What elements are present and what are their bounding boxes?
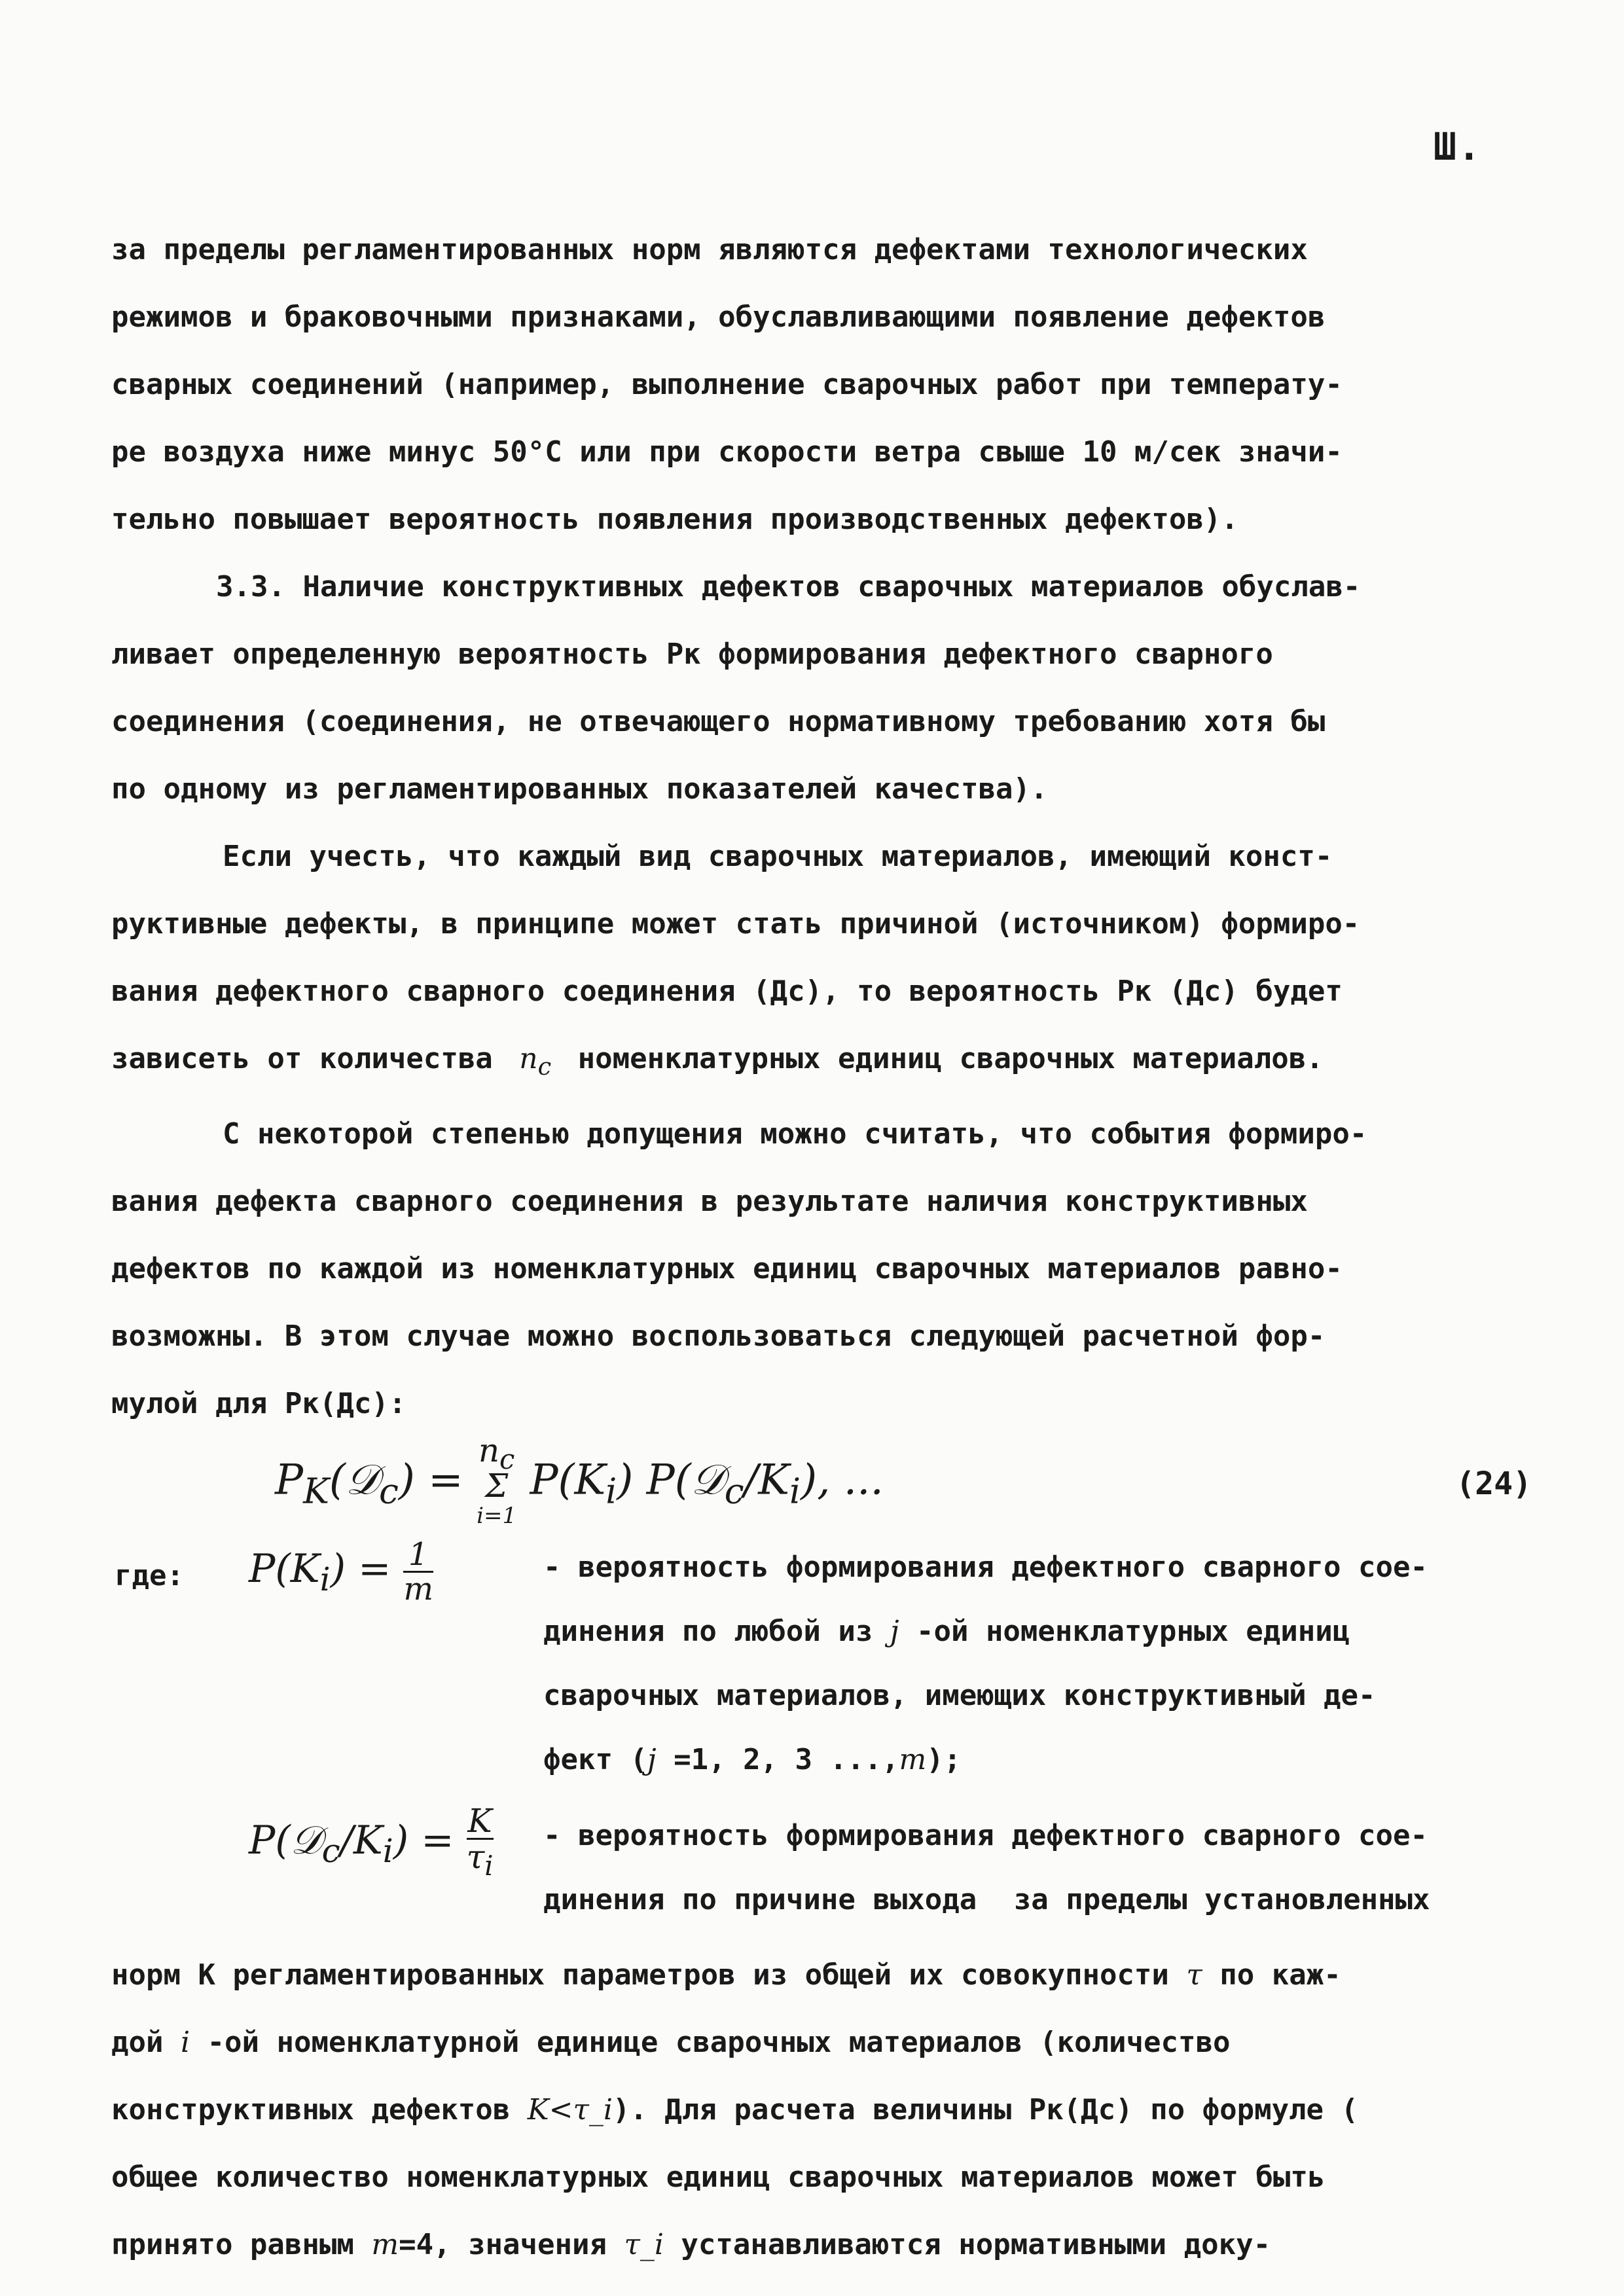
formula-number: (24) [1456,1465,1532,1502]
text-line: по одному из регламентированных показателей качества). [111,772,1048,806]
handwritten-symbol: τ_i [624,2227,664,2261]
formula-24 [111,1431,1532,1535]
handwritten-symbol: j [890,1614,899,1648]
text-line: ре воздуха ниже минус 50°С или при скорости ветра свыше 10 м/сек значи- [111,435,1343,469]
text-line [543,1600,1532,1664]
text-line [111,1025,1532,1100]
text-fragment: за пределы установленных [1013,1882,1430,1916]
handwritten-symbol: i [180,2025,190,2059]
section-heading-line: 3.3. Наличие конструктивных дефектов сварочных материалов обуслав- [216,570,1361,603]
handwritten-symbol: K<τ_i [527,2092,613,2126]
text-line: дефектов по каждой из номенклатурных единиц сварочных материалов равно- [111,1251,1343,1285]
text-line: тельно повышает вероятность появления производственных дефектов). [111,503,1238,536]
text-line: - вероятность формирования дефектного сварного сое- [543,1818,1428,1852]
text-line [111,2009,1532,2076]
handwritten-symbol: j [647,1742,657,1776]
definition-2 [543,1804,1532,1932]
definitions [111,1535,1532,1941]
paragraph-1 [111,216,1532,553]
text-line: соединения (соединения, не отвечающего нормативному требованию хотя бы [111,705,1326,738]
page-number: Ш. [1434,124,1482,169]
text-line: сварочных материалов, имеющих конструктивный де- [543,1678,1376,1712]
paragraph-3 [111,823,1532,1100]
text-fragment: принято равным [111,2227,354,2261]
handwritten-formula: $P_K(𝒟_c) = n_c$ Σ i=1 $P(K_i)$ $P(𝒟_c/K_i)$, ... [275,1431,884,1529]
paragraph-5 [111,1941,1532,2278]
text-line: ливает определенную вероятность Рк формирования дефектного сварного [111,637,1273,671]
text-fragment: норм К регламентированных параметров из общей их совокупности [111,1958,1169,1992]
text-fragment: дой [111,2025,164,2059]
where-label: где: [115,1558,184,1592]
body-text [111,216,1532,2278]
handwritten-formula-pki: $P(K_i)$ = 1 m [249,1535,433,1607]
handwritten-symbol: τ [1186,1958,1202,1992]
text-fragment: ). Для расчета величины Рк(Дс) по формуле ( [612,2092,1359,2126]
text-fragment: =1, 2, 3 ..., [674,1742,899,1776]
text-fragment: динения по причине выхода [543,1882,977,1916]
text-fragment: -ой номенклатурной единице сварочных материалов (количество [207,2025,1231,2059]
text-fragment: устанавливаются нормативными доку- [681,2227,1271,2261]
text-line: общее количество номенклатурных единиц сварочных материалов может быть [111,2160,1326,2194]
text-fragment: динения по любой из [543,1614,873,1648]
text-line: режимов и браковочными признаками, обуславливающими появление дефектов [111,300,1326,334]
text-fragment: конструктивных дефектов [111,2092,511,2126]
text-fragment: ); [926,1742,962,1776]
text-line: за пределы регламентированных норм являются дефектами технологических [111,233,1308,266]
paragraph-2 [111,553,1532,823]
text-line [111,2211,1532,2278]
handwritten-symbol: m [899,1742,927,1776]
text-line [543,1728,1532,1792]
handwritten-formula-pdk: $P(𝒟_c/K_i)$ = K $\tau_i$ [249,1801,494,1882]
text-fragment: =4, значения [399,2227,607,2261]
text-line [111,2076,1532,2144]
text-line: Если учесть, что каждый вид сварочных материалов, имеющий конст- [223,840,1333,873]
text-fragment: фект ( [543,1742,647,1776]
text-fragment: -ой номенклатурных единиц [916,1614,1350,1648]
text-fragment: номенклатурных единиц сварочных материалов. [577,1042,1324,1075]
handwritten-symbol: $n_c$ [510,1042,552,1081]
text-line: С некоторой степенью допущения можно считать, что события формиро- [223,1117,1367,1151]
text-line: вания дефекта сварного соединения в результате наличия конструктивных [111,1184,1308,1218]
paragraph-4 [111,1100,1532,1437]
text-line: сварных соединений (например, выполнение сварочных работ при температу- [111,368,1343,401]
text-line [543,1868,1532,1932]
text-line [111,1941,1532,2009]
text-line: мулой для Рк(Дс): [111,1386,406,1420]
definition-1 [543,1535,1532,1792]
handwritten-symbol: m [371,2227,399,2261]
text-line: - вероятность формирования дефектного сварного сое- [543,1550,1428,1584]
text-line: вания дефектного сварного соединения (Дс), то вероятность Рк (Дс) будет [111,975,1343,1008]
text-line: руктивные дефекты, в принципе может стать причиной (источником) формиро- [111,907,1360,941]
text-fragment: по каж- [1219,1958,1341,1992]
text-fragment: зависеть от количества [111,1042,493,1075]
text-line: возможны. В этом случае можно воспользоваться следующей расчетной фор- [111,1319,1326,1353]
